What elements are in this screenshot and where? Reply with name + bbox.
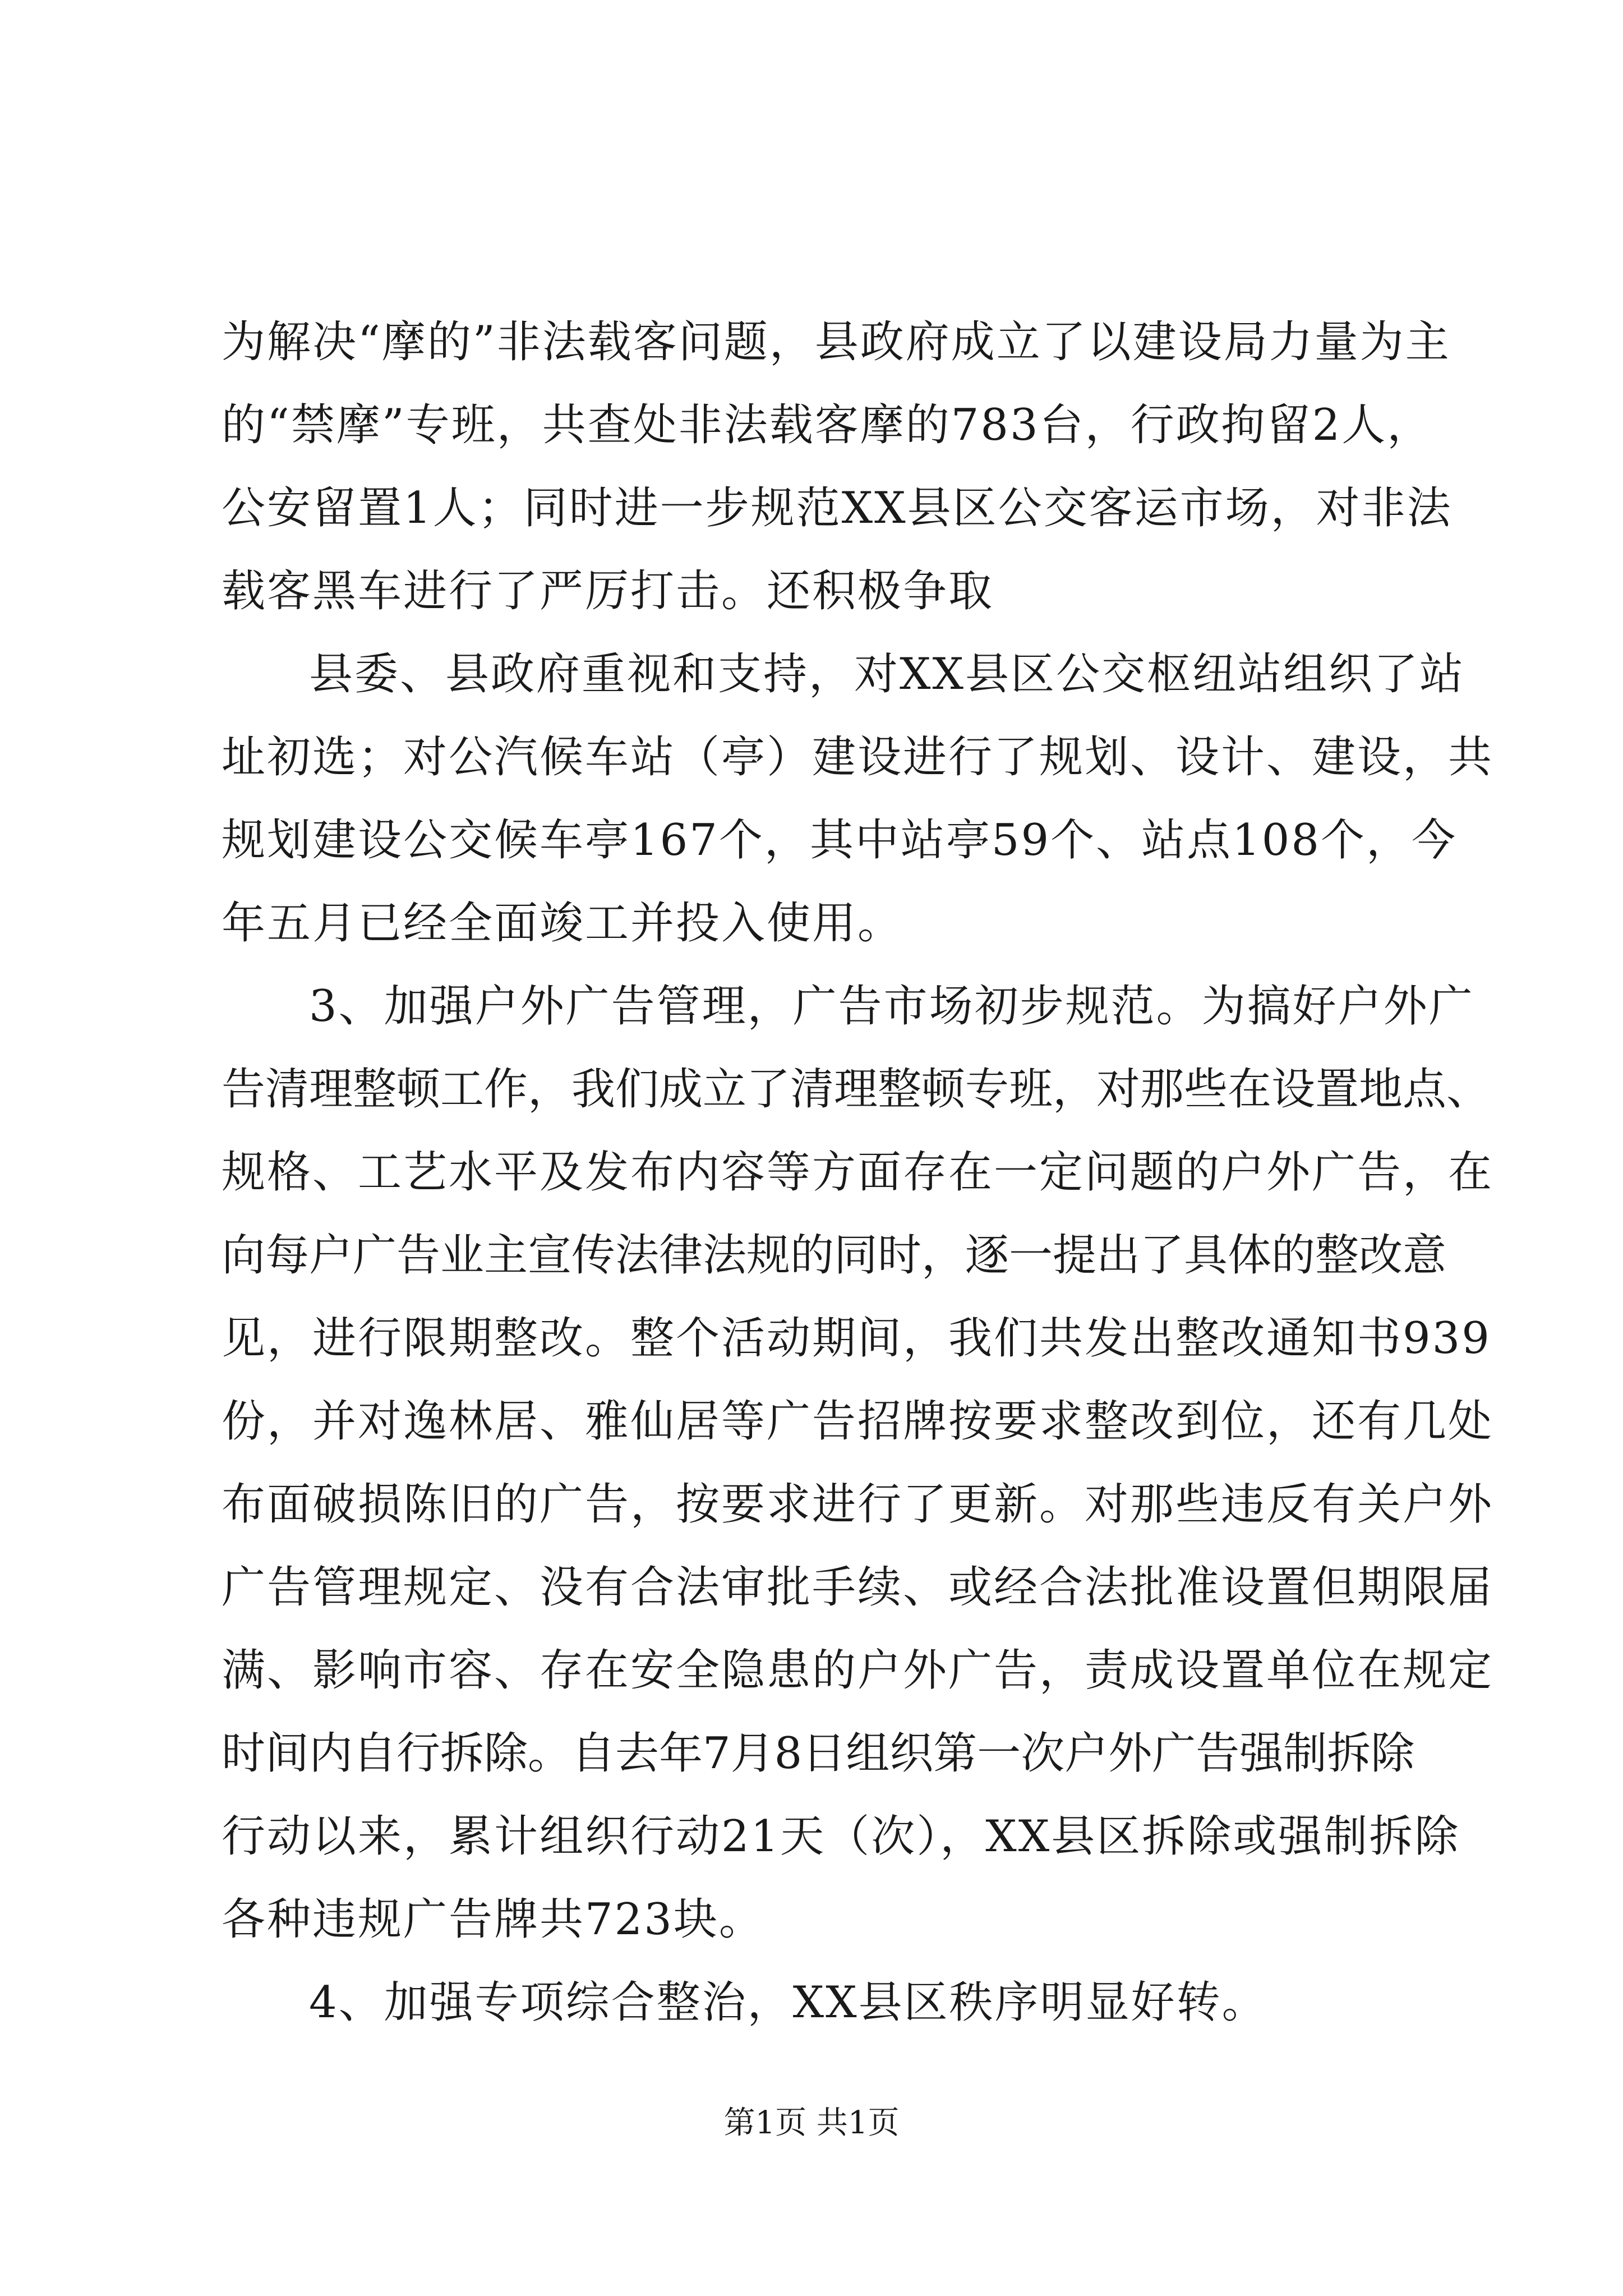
text-line: 向每户广告业主宣传法律法规的同时，逐一提出了具体的整改意 [222,1230,1447,1281]
text-line: 的“禁摩”专班，共查处非法载客摩的783台，行政拘留2人， [222,400,1433,450]
text-line: 各种违规广告牌共723块。 [222,1894,764,1945]
text-line: 载客黑车进行了严厉打击。还积极争取 [222,566,994,616]
text-line: 布面破损陈旧的广告，按要求进行了更新。对那些违反有关户外 [222,1479,1494,1530]
text-line: 告清理整顿工作，我们成立了清理整顿专班，对那些在设置地点、 [222,1064,1491,1115]
text-line: 满、影响市容、存在安全隐患的户外广告，责成设置单位在规定 [222,1645,1494,1696]
text-line: 时间内自行拆除。自去年7月8日组织第一次户外广告强制拆除 [222,1728,1415,1779]
text-line: 县委、县政府重视和支持，对XX县区公交枢纽站组织了站 [309,649,1465,700]
text-line: 公安留置1人；同时进一步规范XX县区公交客运市场，对非法 [222,483,1453,533]
page-number-footer: 第1页 共1页 [723,2105,900,2141]
text-line: 3、加强户外广告管理，广告市场初步规范。为搞好户外广 [309,981,1474,1032]
text-line: 行动以来，累计组织行动21天（次），XX县区拆除或强制拆除 [222,1811,1460,1862]
text-line: 广告管理规定、没有合法审批手续、或经合法批准设置但期限届 [222,1562,1494,1613]
text-line: 年五月已经全面竣工并投入使用。 [222,898,903,949]
document-body [222,301,1494,2044]
text-line: 4、加强专项综合整治，XX县区秩序明显好转。 [309,1977,1267,2028]
text-line: 址初选；对公汽候车站（亭）建设进行了规划、设计、建设，共 [222,732,1494,783]
text-line: 规格、工艺水平及发布内容等方面存在一定问题的户外广告，在 [222,1147,1494,1198]
text-line: 为解决“摩的”非法载客问题，县政府成立了以建设局力量为主 [222,317,1451,367]
text-line: 见，进行限期整改。整个活动期间，我们共发出整改通知书939 [222,1313,1491,1364]
text-line: 规划建设公交候车亭167个，其中站亭59个、站点108个，今 [222,815,1458,866]
text-line: 份，并对逸林居、雅仙居等广告招牌按要求整改到位，还有几处 [222,1396,1494,1447]
